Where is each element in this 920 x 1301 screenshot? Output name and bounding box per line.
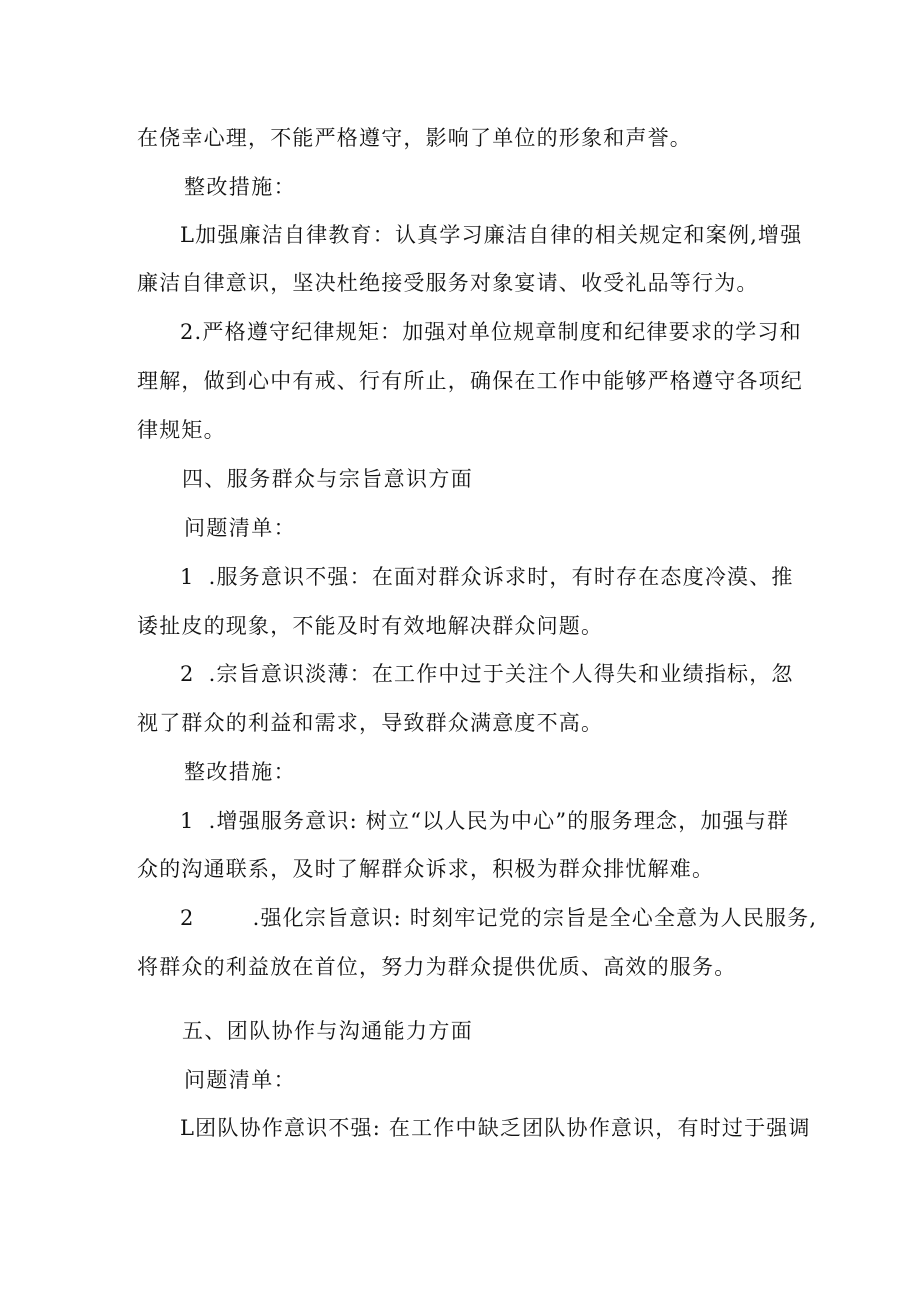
text-line-4: 廉洁自律意识，坚决杜绝接受服务对象宴请、收受礼品等行为。	[137, 271, 759, 295]
list-number: 1	[180, 809, 195, 833]
list-text: .服务意识不强：在面对群众诉求时，有时存在态度冷漠、推	[208, 565, 794, 589]
section-label-problems-1: 问题清单：	[184, 516, 296, 540]
text-line-18: 将群众的利益放在首位，努力为群众提供优质、高效的服务。	[137, 955, 737, 979]
text-line-11: 诿扯皮的现象，不能及时有效地解决群众问题。	[137, 614, 604, 638]
list-number: 1	[180, 565, 195, 589]
text-line-1: 在侥幸心理，不能严格遵守，影响了单位的形象和声誉。	[137, 126, 692, 150]
list-text: .宗旨意识淡薄：在工作中过于关注个人得失和业绩指标，忽	[208, 662, 794, 686]
section-label-rectification-2: 整改措施：	[184, 760, 296, 784]
section-heading-5: 五、团队协作与沟通能力方面	[182, 1019, 474, 1043]
section-heading-4: 四、服务群众与宗旨意识方面	[182, 467, 474, 491]
text-line-13: 视了群众的利益和需求，导致群众满意度不高。	[137, 711, 604, 735]
text-line-17	[180, 903, 817, 933]
section-label-rectification-1: 整改措施：	[184, 175, 296, 199]
text-line-6: 理解，做到心中有戒、行有所止，确保在工作中能够严格遵守各项纪	[137, 369, 803, 393]
text-line-15	[180, 806, 789, 836]
text-line-10	[180, 562, 794, 592]
list-number: 2	[180, 662, 195, 686]
list-text: .强化宗旨意识: 时刻牢记党的宗旨是全心全意为人民服务,	[252, 906, 818, 930]
text-line-5: 2.严格遵守纪律规矩：加强对单位规章制度和纪律要求的学习和	[180, 320, 802, 344]
text-line-21: L团队协作意识不强: 在工作中缺乏团队协作意识，有时过于强调	[180, 1116, 811, 1140]
list-text: .增强服务意识: 树立“以人民为中心”的服务理念，加强与群	[208, 809, 790, 833]
text-line-3: L加强廉洁自律教育：认真学习廉洁自律的相关规定和案例,增强	[180, 223, 803, 247]
text-line-7: 律规矩。	[137, 418, 226, 442]
section-label-problems-2: 问题清单：	[184, 1068, 296, 1092]
text-line-12	[180, 659, 794, 689]
text-line-16: 众的沟通联系，及时了解群众诉求，积极为群众排忧解难。	[137, 857, 715, 881]
list-number: 2	[180, 906, 195, 930]
